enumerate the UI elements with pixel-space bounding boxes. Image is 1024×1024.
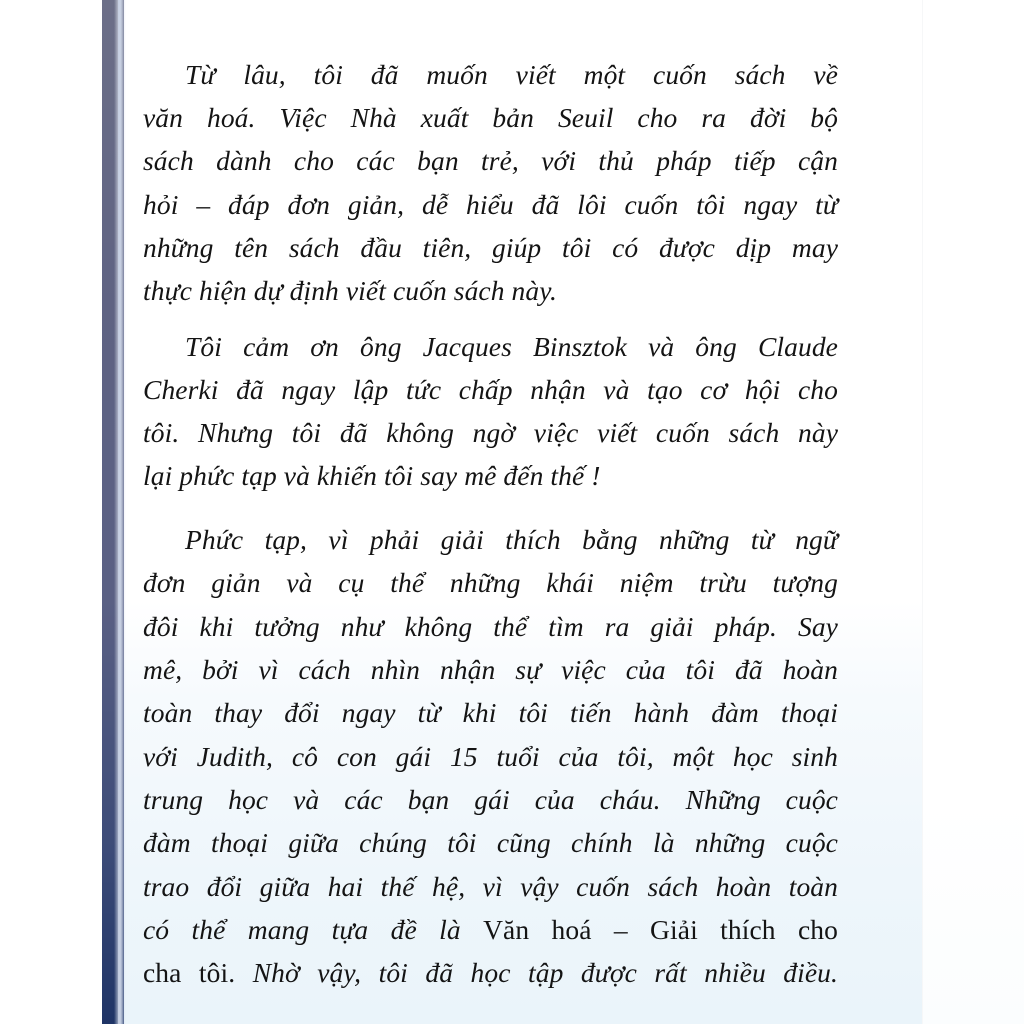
text-line: trao đổi giữa hai thế hệ, vì vậy cuốn sách hoàn toàn	[143, 871, 838, 902]
text-line: đơn giản và cụ thể những khái niệm trừu tượng	[143, 567, 838, 598]
text-line: toàn thay đổi ngay từ khi tôi tiến hành đàm thoại	[143, 697, 838, 728]
right-margin	[922, 0, 1024, 1024]
text-line: với Judith, cô con gái 15 tuổi của tôi, một học sinh	[143, 741, 838, 772]
text-line: đôi khi tưởng như không thể tìm ra giải pháp. Say	[143, 611, 838, 642]
italic-run: có thể mang tựa đề là	[143, 914, 484, 945]
text-line-mixed	[143, 910, 838, 950]
text-line: trung học và các bạn gái của cháu. Những cuộc	[143, 784, 838, 815]
text-line: những tên sách đầu tiên, giúp tôi có được dịp may	[143, 232, 838, 263]
text-line: Từ lâu, tôi đã muốn viết một cuốn sách về	[185, 59, 838, 90]
spine-shadow	[118, 0, 126, 1024]
text-line-mixed	[143, 953, 838, 993]
text-line: hỏi – đáp đơn giản, dễ hiểu đã lôi cuốn tôi ngay từ	[143, 189, 838, 220]
italic-run: Nhờ vậy, tôi đã học tập được rất nhiều điều.	[252, 957, 839, 988]
text-line: sách dành cho các bạn trẻ, với thủ pháp tiếp cận	[143, 145, 838, 176]
text-line: lại phức tạp và khiến tôi say mê đến thế !	[143, 460, 601, 491]
text-line: mê, bởi vì cách nhìn nhận sự việc của tôi đã hoàn	[143, 654, 838, 685]
text-line: thực hiện dự định viết cuốn sách này.	[143, 275, 558, 306]
left-margin	[0, 0, 102, 1024]
book-title-run: Văn hoá – Giải thích cho	[483, 914, 838, 945]
text-line: Cherki đã ngay lập tức chấp nhận và tạo cơ hội cho	[143, 374, 838, 405]
text-line: văn hoá. Việc Nhà xuất bản Seuil cho ra đời bộ	[143, 102, 838, 133]
text-line: Tôi cảm ơn ông Jacques Binsztok và ông Claude	[185, 331, 838, 362]
text-line: đàm thoại giữa chúng tôi cũng chính là những cuộc	[143, 827, 838, 858]
text-line: tôi. Nhưng tôi đã không ngờ việc viết cuốn sách này	[143, 417, 838, 448]
text-line: Phức tạp, vì phải giải thích bằng những từ ngữ	[185, 524, 838, 555]
book-title-run: cha tôi.	[143, 957, 253, 988]
